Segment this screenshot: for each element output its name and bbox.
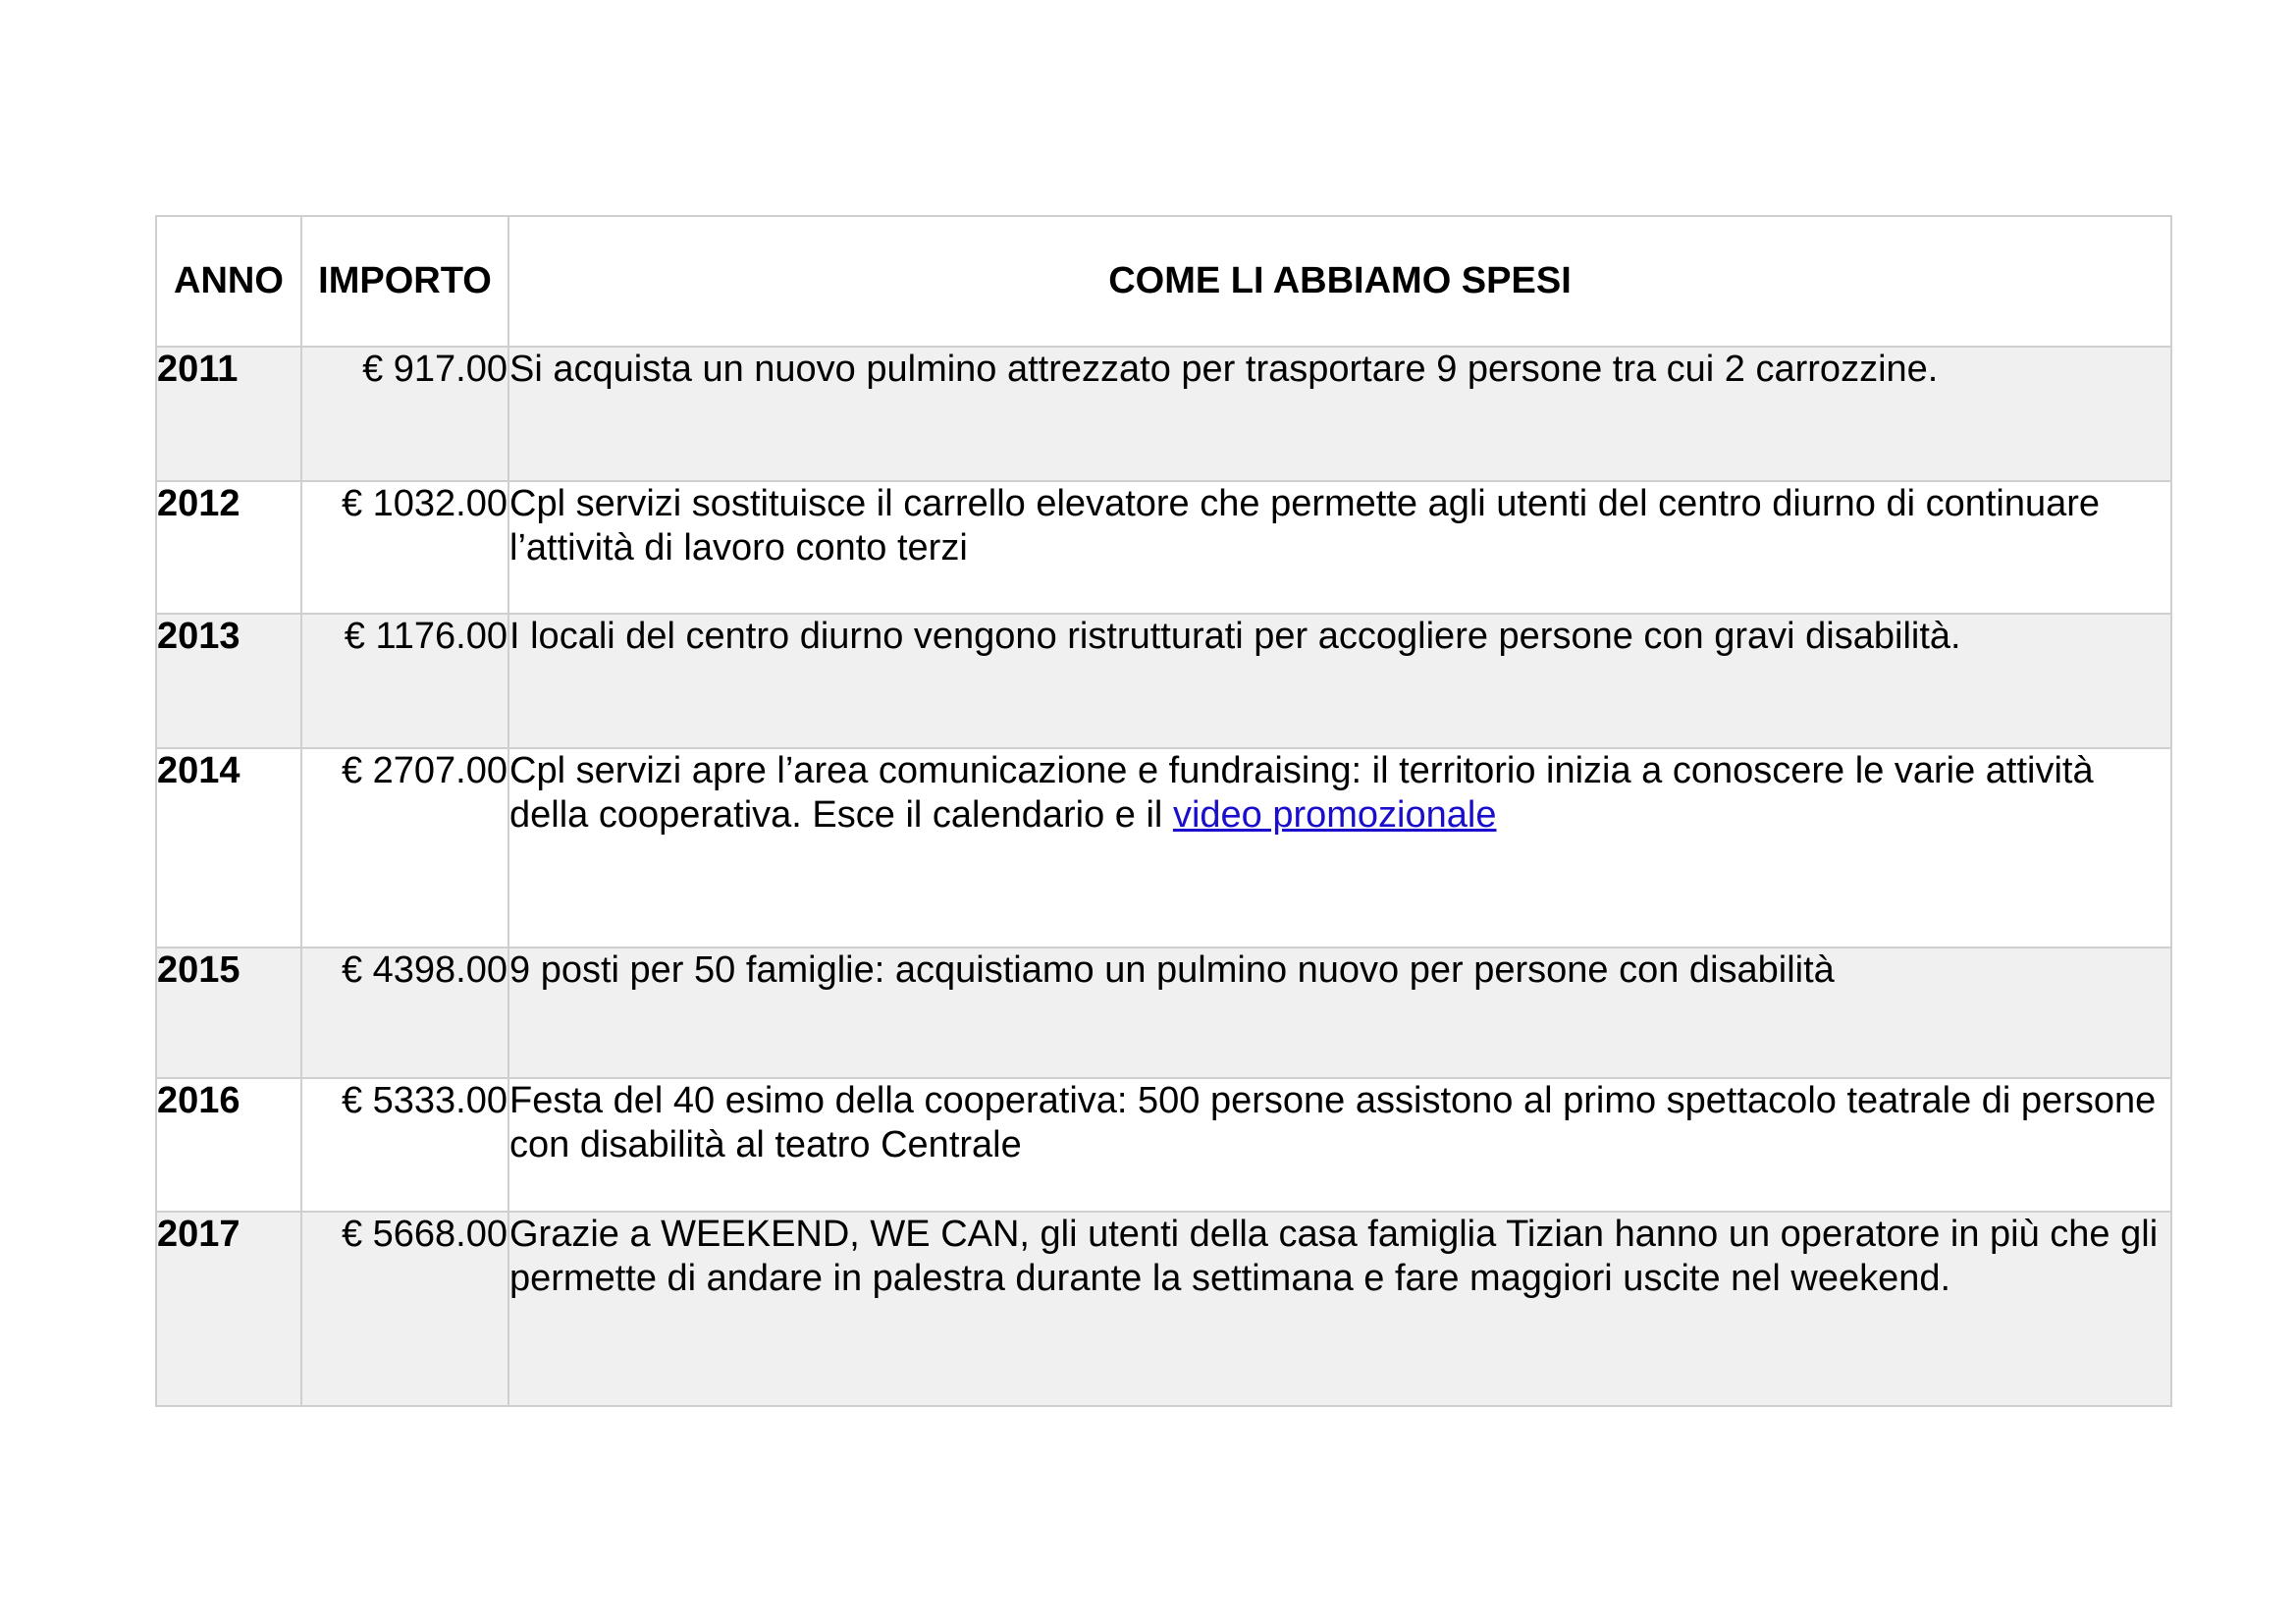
description-text: Cpl servizi sostituisce il carrello elevatore che permette agli utenti del centro diurno di continuare l’attività di lavoro conto terzi bbox=[509, 483, 2101, 568]
cell-description bbox=[508, 748, 2171, 947]
video-promo-link[interactable]: video promozionale bbox=[1172, 794, 1497, 836]
table-row bbox=[156, 481, 2171, 614]
cell-amount: € 1032.00 bbox=[301, 481, 508, 614]
cell-description bbox=[508, 1078, 2171, 1212]
cell-amount: € 1176.00 bbox=[301, 614, 508, 748]
table-row bbox=[156, 1212, 2171, 1406]
description-text: Si acquista un nuovo pulmino attrezzato per trasportare 9 persone tra cui 2 carrozzine. bbox=[509, 349, 1939, 390]
description-text: 9 posti per 50 famiglie: acquistiamo un pulmino nuovo per persone con disabilità bbox=[509, 949, 1835, 991]
table-row bbox=[156, 347, 2171, 481]
cell-description bbox=[508, 1212, 2171, 1406]
cell-description bbox=[508, 614, 2171, 748]
cell-description bbox=[508, 481, 2171, 614]
description-text: Festa del 40 esimo della cooperativa: 500 persone assistono al primo spettacolo teatrale di persone con disabilità al teatro Centrale bbox=[509, 1080, 2157, 1165]
cell-year: 2012 bbox=[156, 481, 301, 614]
header-description: COME LI ABBIAMO SPESI bbox=[508, 216, 2171, 347]
cell-year: 2015 bbox=[156, 947, 301, 1078]
description-text: I locali del centro diurno vengono ristrutturati per accogliere persone con gravi disabilità. bbox=[509, 616, 1961, 657]
cell-year: 2013 bbox=[156, 614, 301, 748]
cell-year: 2017 bbox=[156, 1212, 301, 1406]
cell-year: 2014 bbox=[156, 748, 301, 947]
table-row bbox=[156, 947, 2171, 1078]
cell-amount: € 5668.00 bbox=[301, 1212, 508, 1406]
donations-table bbox=[155, 215, 2172, 1407]
table-row bbox=[156, 614, 2171, 748]
description-text: Cpl servizi apre l’area comunicazione e fundraising: il territorio inizia a conoscere le varie attività della cooperativa. Esce il calendario e il bbox=[509, 750, 2094, 836]
cell-year: 2011 bbox=[156, 347, 301, 481]
cell-description bbox=[508, 947, 2171, 1078]
header-amount: IMPORTO bbox=[301, 216, 508, 347]
cell-amount: € 5333.00 bbox=[301, 1078, 508, 1212]
table-row bbox=[156, 748, 2171, 947]
cell-amount: € 4398.00 bbox=[301, 947, 508, 1078]
cell-description bbox=[508, 347, 2171, 481]
cell-year: 2016 bbox=[156, 1078, 301, 1212]
cell-amount: € 2707.00 bbox=[301, 748, 508, 947]
header-year: ANNO bbox=[156, 216, 301, 347]
cell-amount: € 917.00 bbox=[301, 347, 508, 481]
table-row bbox=[156, 1078, 2171, 1212]
description-text: Grazie a WEEKEND, WE CAN, gli utenti della casa famiglia Tizian hanno un operatore in più che gli permette di andare in palestra durante la settimana e fare maggiori uscite nel weekend. bbox=[509, 1214, 2159, 1299]
table-header-row bbox=[156, 216, 2171, 347]
